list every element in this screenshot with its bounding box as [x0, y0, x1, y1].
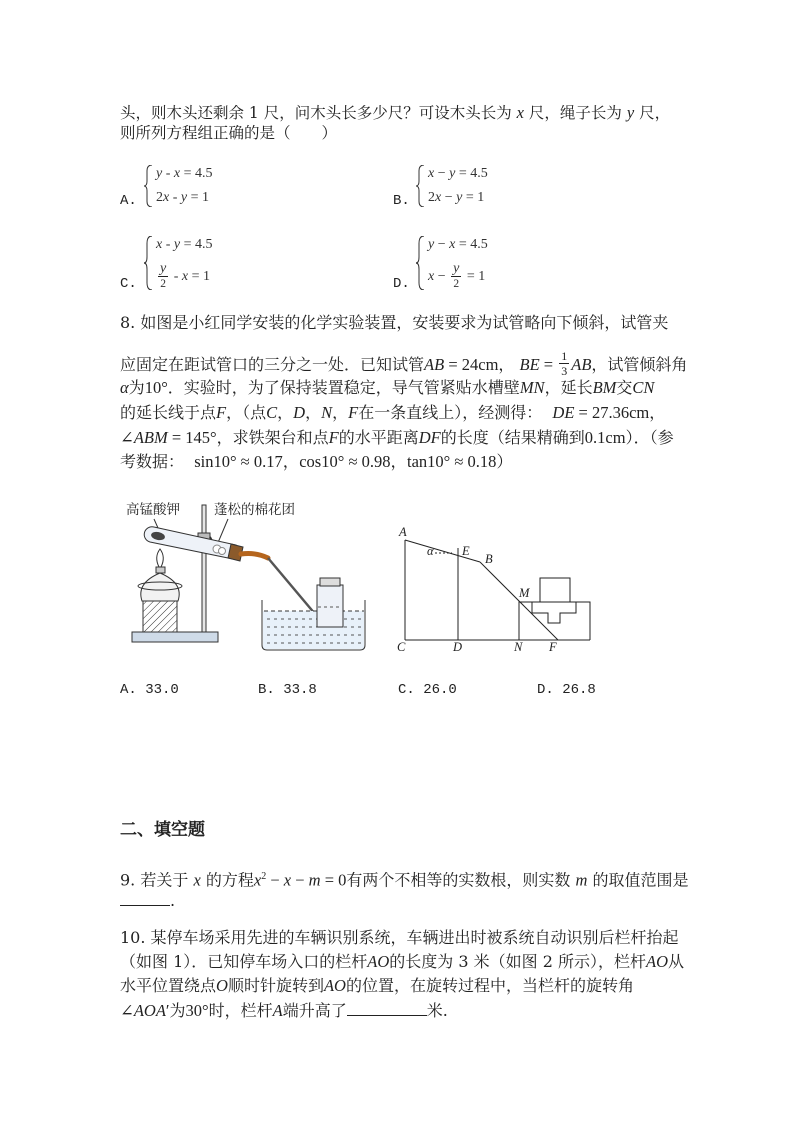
option-value: 26.0: [423, 682, 457, 698]
equation-2: [156, 263, 213, 290]
bottle-bottom: [320, 578, 340, 586]
answer-blank: [120, 890, 170, 906]
text-segment: 从: [668, 952, 685, 971]
brace-icon: [144, 165, 153, 207]
answer-blank: [347, 1000, 427, 1016]
math-variable: AO: [367, 952, 390, 971]
angle-label-alpha: α: [427, 544, 434, 558]
equation-2-lead: x −: [428, 268, 450, 284]
q7-option-a-label: A.: [120, 193, 137, 209]
gas-collection-bottle: [317, 585, 343, 627]
equation-1: y − x = 4.5: [428, 237, 488, 252]
math-variable: y: [160, 261, 167, 276]
q7-option-b-label: B.: [393, 193, 410, 209]
math-cn: [632, 378, 654, 397]
point-label-b: B: [485, 552, 493, 566]
text-segment: 米.: [426, 1001, 448, 1020]
brace-icon: [144, 236, 153, 290]
math-variable: x: [435, 190, 442, 205]
math-variable: x: [516, 103, 524, 122]
math-angle-value: 10°: [144, 378, 168, 397]
q8-line-1: 8. 如图是小红同学安装的化学实验装置，安装要求为试管略向下倾斜，试管夹: [120, 313, 669, 332]
math-variable: x: [283, 870, 292, 890]
fraction-numerator: 1: [561, 349, 568, 363]
text-segment: 在一条直线上），经测得：: [358, 403, 553, 422]
q10-line-1: 10. 某停车场采用先进的车辆识别系统，车辆进出时被系统自动识别后栏杆抬起: [120, 928, 679, 947]
stand-base: [132, 632, 218, 642]
math-variable: y: [428, 237, 435, 252]
q8-option-d: [537, 682, 596, 698]
math-point-f: [329, 428, 339, 447]
fraction-denominator: 3: [561, 364, 568, 378]
fraction-numerator: [158, 263, 168, 277]
math-variable: CN: [632, 378, 655, 397]
math-point-o: [216, 976, 228, 995]
fraction-denominator: 2: [160, 278, 166, 290]
math-alpha: [120, 378, 129, 397]
equation-2: [428, 263, 488, 290]
math-ao: [646, 952, 668, 971]
math-variable: AO: [646, 952, 668, 971]
point-label-d: D: [453, 640, 463, 654]
math-variable: BM: [592, 378, 617, 397]
equation-2-rest: - x = 1: [170, 268, 211, 284]
math-variable: F: [348, 403, 359, 422]
math-ao: [367, 952, 389, 971]
text-segment: ，: [649, 403, 666, 422]
equation-lines: [156, 165, 213, 207]
variable-x: [193, 870, 200, 889]
math-variable: α: [120, 378, 129, 397]
text-segment: ，试管倾斜角: [591, 355, 688, 374]
math-variable: O: [216, 976, 228, 995]
text-segment: 为: [128, 378, 145, 397]
math-mn: [520, 378, 545, 397]
text-segment: 为: [169, 1001, 186, 1020]
math-variable: DF: [418, 428, 441, 447]
text-segment: ）．（参: [625, 428, 674, 447]
math-variable: x: [193, 870, 201, 890]
equation-1: x − y = 4.5: [428, 166, 488, 181]
q7-option-b-system: [416, 165, 488, 207]
brace-icon: [416, 236, 425, 290]
q10-line-4: [120, 1000, 448, 1021]
equation-1: x - y = 4.5: [156, 237, 213, 252]
fraction-y-over-2: [158, 263, 168, 290]
math-point-a: [273, 1001, 283, 1020]
equation-lines: [428, 165, 488, 207]
q8-line-6: [120, 452, 512, 472]
math-precision: 0.1cm: [584, 428, 626, 447]
equation-1: y - x = 4.5: [156, 166, 213, 181]
q7-stem-line-1: [120, 103, 670, 123]
text-segment: 考数据：: [120, 452, 195, 471]
point-label-n: N: [514, 640, 523, 654]
q7-option-d-system: [416, 236, 488, 290]
lamp-wick-cap: [156, 567, 165, 573]
equation-2: 2x - y = 1: [156, 190, 210, 205]
variable-x: [517, 103, 524, 122]
trough-water: [263, 611, 364, 649]
math-variable: MN: [519, 378, 545, 397]
text-segment: 应固定在距试管口的三分之一处．已知试管: [120, 355, 425, 374]
text-segment: 端升高了: [282, 1001, 347, 1020]
math-variable: y: [456, 190, 463, 205]
text-segment: ，求铁架台和点: [216, 428, 329, 447]
text-segment: 尺，绳子长为: [523, 104, 627, 122]
bottle-outline: [540, 578, 570, 602]
q10-line-3: [120, 976, 634, 996]
point-label-c: C: [397, 640, 406, 654]
text-segment: 的取值范围是: [587, 870, 689, 890]
bottle-inner-outline: [532, 602, 576, 623]
math-variable: x: [449, 237, 456, 252]
text-segment: ．实验时，为了保持装置稳定，导气管紧贴水槽壁: [167, 378, 520, 397]
spirit-lamp-body: [141, 573, 179, 601]
math-point-d: [293, 403, 305, 422]
math-variable: N: [321, 403, 333, 422]
fraction-one-third: [559, 350, 569, 377]
math-ao: [324, 976, 346, 995]
math-variable: x: [428, 166, 435, 181]
q7-option-d-label: D.: [393, 276, 410, 292]
text-segment: ，: [277, 403, 294, 422]
text-segment: 有两个不相等的实数根，则实数: [346, 870, 576, 890]
equation-2: 2x − y = 1: [428, 190, 485, 205]
brace-icon: [416, 165, 425, 207]
text-segment: 尺，: [634, 104, 671, 122]
math-variable: AB: [424, 355, 445, 374]
math-point-f: [216, 403, 226, 422]
fraction-y-over-2: [451, 263, 461, 290]
equation-lines: [428, 236, 488, 290]
cotton-ball: [219, 548, 226, 555]
label-cotton: 蓬松的棉花团: [214, 502, 295, 518]
math-variable: ABM: [133, 428, 168, 447]
q8-option-b: [258, 682, 317, 698]
q7-stem-line-2: 则所列方程组正确的是（ ）: [120, 124, 338, 142]
brace-path: [144, 165, 152, 207]
math-df: [419, 428, 441, 447]
math-ab-length: AB = 24cm: [424, 355, 499, 374]
math-point-f: [348, 403, 358, 422]
math-variable: y: [156, 166, 163, 181]
math-point-c: [266, 403, 277, 422]
text-segment: （如图 1）．已知停车场入口的栏杆: [120, 952, 368, 971]
brace-path: [144, 236, 152, 290]
text-segment: ，: [305, 403, 322, 422]
math-variable: DE: [552, 403, 575, 422]
option-label: D.: [537, 682, 554, 698]
q8-option-a: [120, 682, 179, 698]
math-angle-aoa: ∠AOA′: [120, 1001, 170, 1020]
option-value: 26.8: [562, 682, 596, 698]
math-variable: AO: [323, 976, 346, 995]
math-de-length: DE = 27.36cm: [552, 403, 650, 422]
equation-2-rest: = 1: [463, 268, 486, 284]
text-segment: 的延长线于点: [120, 403, 217, 422]
text-segment: ，（点: [226, 403, 267, 422]
text-segment: 头，则木头还剩余 1 尺，问木头长多少尺？可设木头长为: [120, 104, 517, 122]
q7-option-c-system: [144, 236, 213, 290]
q9-line-2: [120, 890, 175, 911]
equation-lines: [156, 236, 213, 290]
point-label-a: A: [399, 525, 407, 539]
option-value: 33.8: [283, 682, 317, 698]
math-variable: AB: [571, 355, 592, 374]
math-variable: C: [266, 403, 278, 422]
option-label: B.: [258, 682, 275, 698]
q10-line-2: [120, 952, 684, 972]
text-segment: ，: [498, 355, 520, 374]
q8-line-5: [120, 428, 674, 448]
text-segment: 的位置，在旋转过程中，当栏杆的旋转角: [345, 976, 634, 995]
text-segment: 顺时针旋转到: [227, 976, 324, 995]
text-segment: 的长度为 3 米（如图 2 所示），栏杆: [389, 952, 646, 971]
math-variable: AOA: [133, 1001, 166, 1020]
option-value: 33.0: [145, 682, 179, 698]
text-segment: ）: [496, 452, 513, 471]
math-variable: F: [328, 428, 339, 447]
q8-option-c: [398, 682, 457, 698]
text-segment: 水平位置绕点: [120, 976, 217, 995]
math-variable: x: [253, 870, 262, 890]
math-variable: m: [308, 870, 321, 890]
math-angle-value: 30°: [185, 1001, 209, 1020]
section-heading: 二、填空题: [120, 820, 205, 840]
math-variable: y: [449, 166, 456, 181]
text-segment: 的水平距离: [338, 428, 419, 447]
stand-rod: [202, 505, 206, 632]
brace-path: [416, 165, 424, 207]
geometry-diagram: [390, 520, 600, 660]
math-variable: y: [173, 237, 181, 252]
option-label: C.: [398, 682, 415, 698]
math-variable: D: [293, 403, 306, 422]
brace-path: [416, 236, 424, 290]
math-variable: BE: [519, 355, 540, 374]
fraction-numerator: [451, 263, 461, 277]
math-equation: − x − m = 0: [266, 870, 347, 890]
math-variable: x: [428, 268, 435, 284]
q8-line-4: [120, 403, 665, 423]
text-segment: .: [170, 891, 176, 910]
lab-apparatus-figure: [118, 495, 370, 660]
q8-line-2: [120, 349, 688, 379]
text-segment: 时，栏杆: [208, 1001, 273, 1020]
point-label-e: E: [462, 544, 470, 558]
math-variable: x: [163, 190, 170, 205]
q9-line-1: [120, 867, 689, 890]
option-label: A.: [120, 682, 137, 698]
math-variable: m: [575, 870, 588, 890]
math-be: BE =: [519, 355, 558, 374]
math-variable: y: [453, 261, 460, 276]
point-label-f: F: [549, 640, 557, 654]
math-ab: [571, 355, 591, 374]
math-variable: x: [156, 237, 163, 252]
q7-option-c-label: C.: [120, 276, 137, 292]
math-variable: F: [216, 403, 227, 422]
rubber-tube: [241, 554, 268, 559]
math-variable: x: [173, 166, 181, 181]
wooden-block: [143, 601, 177, 632]
text-segment: 的长度（结果精确到: [440, 428, 585, 447]
text-segment: 的方程: [200, 870, 254, 890]
text-segment: ，延长: [544, 378, 593, 397]
trough-outline: [519, 602, 590, 640]
math-angle-abm: ∠ABM = 145°: [120, 428, 217, 447]
math-variable: y: [180, 190, 188, 205]
fraction-denominator: 2: [453, 278, 460, 290]
math-variable: y: [626, 103, 635, 122]
q8-line-3: [120, 378, 654, 398]
math-variable: x: [181, 268, 189, 284]
math-point-n: [321, 403, 332, 422]
text-segment: ，: [332, 403, 349, 422]
math-bm: [593, 378, 617, 397]
q7-option-a-system: [144, 165, 213, 207]
exponent: 2: [261, 871, 267, 882]
variable-m: [575, 870, 587, 889]
text-segment: 9. 若关于: [120, 870, 194, 890]
text-segment: 交: [616, 378, 633, 397]
label-potassium-permanganate: 高锰酸钾: [126, 502, 180, 518]
flame: [157, 549, 164, 567]
math-reference-data: sin10° ≈ 0.17，cos10° ≈ 0.98，tan10° ≈ 0.18: [194, 452, 497, 471]
math-variable: A: [272, 1001, 283, 1020]
point-label-m: M: [519, 586, 530, 600]
